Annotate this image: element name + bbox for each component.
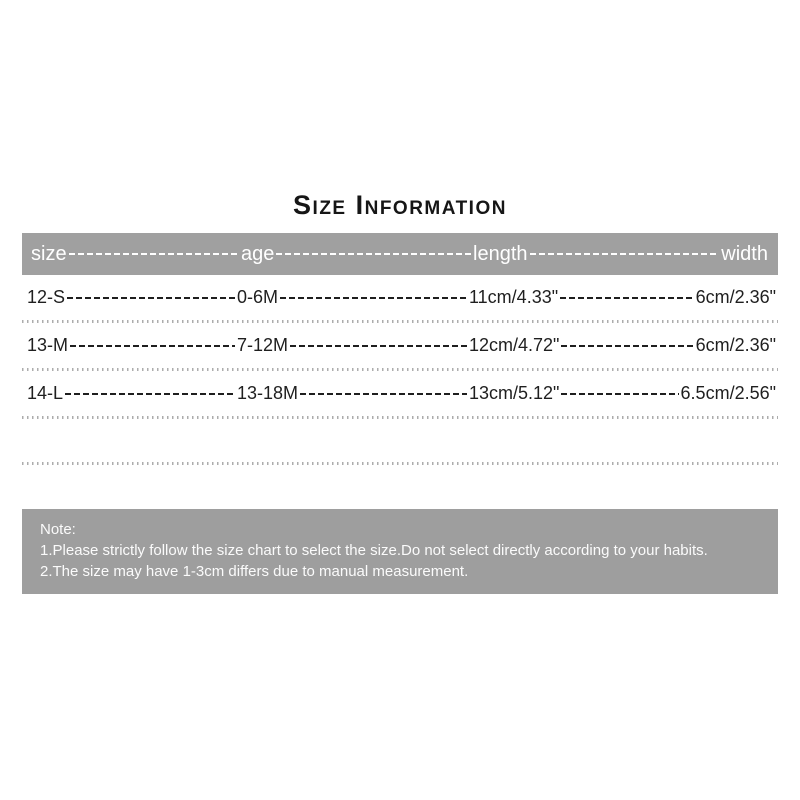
dash-leader [290,345,467,347]
page-title: Size Information [293,190,507,220]
header-cell-length [473,243,721,266]
age-value: 7-12M [237,335,289,355]
dash-leader [561,345,693,347]
length-value: 13cm/5.12" [469,383,560,403]
note-box [22,509,778,594]
note-line-2: 2.The size may have 1-3cm differs due to manual measurement. [40,563,469,580]
table-row [22,371,778,416]
cell-length [469,287,696,308]
dash-leader [67,297,235,299]
note-heading: Note: [40,521,76,538]
cell-age [237,335,469,356]
dash-leader [300,393,467,395]
width-value: 6cm/2.36" [695,335,776,355]
age-value: 13-18M [237,383,299,403]
dash-leader [560,297,693,299]
note-line-1: 1.Please strictly follow the size chart to select the size.Do not select directly according to your habits. [40,542,708,559]
dash-leader [69,253,239,255]
header-label-size: size [31,242,67,265]
header-cell-size [31,243,241,266]
width-value: 6.5cm/2.56" [680,383,776,403]
size-value: 14-L [27,383,64,403]
length-value: 12cm/4.72" [469,335,560,355]
header-cell-age [241,243,473,266]
dash-leader [276,253,471,255]
header-label-width: width [721,242,768,265]
size-value: 13-M [27,335,69,355]
age-value: 0-6M [237,287,279,307]
size-chart-sheet [22,0,778,594]
dash-leader [561,393,678,395]
empty-table-row [22,419,778,462]
table-row [22,275,778,320]
table-row [22,323,778,368]
dash-leader [70,345,235,347]
dash-leader [65,393,235,395]
cell-length [469,335,696,356]
cell-size [27,383,237,404]
dash-leader [530,253,720,255]
cell-width [696,335,776,356]
cell-size [27,287,237,308]
cell-size [27,335,237,356]
dash-leader [280,297,467,299]
table-header-row [22,233,778,275]
cell-width [696,287,776,308]
length-value: 11cm/4.33" [469,287,559,307]
cell-age [237,287,469,308]
header-label-age: age [241,242,275,265]
cell-width [681,383,776,404]
cell-age [237,383,469,404]
size-value: 12-S [27,287,66,307]
cell-length [469,383,681,404]
header-cell-width [721,243,768,266]
header-label-length: length [473,242,528,265]
dotted-separator [22,462,778,465]
width-value: 6cm/2.36" [695,287,776,307]
